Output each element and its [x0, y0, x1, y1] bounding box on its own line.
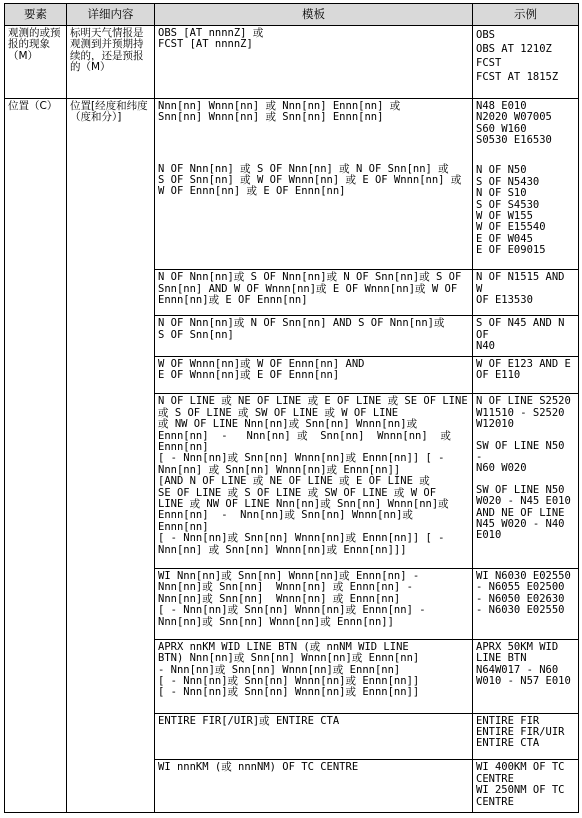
header-template: 模板 — [155, 4, 473, 26]
template-cell: WI Nnn[nn]或 Snn[nn] Wnnn[nn]或 Ennn[nn] - Nnn[nn]或 Snn[nn] Wnnn[nn] 或 Ennn[nn] - Nnn[nn]或 Snn[nn] Wnnn[nn] 或 Ennn[nn] [ - Nnn[nn]或 Snn[nn] Wnnn[nn]或 Ennn[nn] - Nnn[nn]或 Snn[nn] Wnnn[nn]或 Ennn[nn]] — [155, 568, 473, 639]
example-cell: W OF E123 AND E OF E110 — [473, 356, 579, 393]
example-block: N48 E010 N2020 W07005 S60 W160 S0530 E16530 — [476, 99, 552, 146]
example-cell: WI 400KM OF TC CENTRE WI 250NM OF TC CENTRE — [473, 760, 579, 813]
example-block: N OF N50 S OF N5430 N OF S10 S OF S4530 W OF W155 W OF E15540 E OF W045 E OF E09015 — [476, 164, 546, 257]
template-cell: OBS [AT nnnnZ] 或 FCST [AT nnnnZ] — [155, 26, 473, 99]
example-cell: ENTIRE FIR ENTIRE FIR/UIR ENTIRE CTA — [473, 713, 579, 760]
template-block: N OF Nnn[nn] 或 S OF Nnn[nn] 或 N OF Snn[nn] 或 S OF Snn[nn] 或 W OF Wnnn[nn] 或 E OF Wnnn[nn] 或 W OF Ennn[nn] 或 E OF Ennn[nn] — [158, 162, 462, 198]
template-cell: N OF Nnn[nn]或 N OF Snn[nn] AND S OF Nnn[nn]或 S OF Snn[nn] — [155, 316, 473, 357]
template-block: Nnn[nn] Wnnn[nn] 或 Nnn[nn] Ennn[nn] 或 Snn[nn] Wnnn[nn] 或 Snn[nn] Ennn[nn] — [158, 99, 401, 124]
template-cell: ENTIRE FIR[/UIR]或 ENTIRE CTA — [155, 713, 473, 760]
element-cell: 观测的或预报的现象（M） — [5, 26, 67, 99]
example-cell — [473, 394, 579, 569]
element-cell: 位置（C） — [5, 98, 67, 812]
detail-cell: 位置[经度和纬度（度和分）] — [67, 98, 155, 812]
example-block: N OF LINE S2520 W11510 - S2520 W12010 — [476, 395, 571, 431]
template-cell: APRX nnKM WID LINE BTN (或 nnNM WID LINE BTN) Nnn[nn]或 Snn[nn] Wnnn[nn]或 Ennn[nn] - Nnn[nn]或 Snn[nn] Wnnn[nn]或 Ennn[nn] [ - Nnn[nn]或 Snn[nn] Wnnn[nn]或 Ennn[nn]] [ - Nnn[nn]或 Snn[nn] Wnnn[nn]或 Ennn[nn]] — [155, 639, 473, 713]
template-cell — [155, 98, 473, 270]
table-row — [5, 98, 579, 270]
example-block: SW OF LINE N50 - N60 W020 — [476, 439, 565, 475]
header-element: 要素 — [5, 4, 67, 26]
spec-table — [4, 3, 579, 813]
example-block: SW OF LINE N50 W020 - N45 E010 AND NE OF LINE N45 W020 - N40 E010 — [476, 483, 571, 542]
example-cell — [473, 98, 579, 270]
table-row — [5, 26, 579, 99]
example-cell: N OF N1515 AND W OF E13530 — [473, 270, 579, 316]
template-cell: W OF Wnnn[nn]或 W OF Ennn[nn] AND E OF Wnnn[nn]或 E OF Ennn[nn] — [155, 356, 473, 393]
detail-cell: 标明天气情报是观测到并预期持续的，还是预报的（M） — [67, 26, 155, 99]
example-cell: WI N6030 E02550 - N6055 E02500 - N6050 E02630 - N6030 E02550 — [473, 568, 579, 639]
example-cell: APRX 50KM WID LINE BTN N64W017 - N60 W010 - N57 E010 — [473, 639, 579, 713]
template-cell: WI nnnKM (或 nnnNM) OF TC CENTRE — [155, 760, 473, 813]
header-row — [5, 4, 579, 26]
template-cell: N OF Nnn[nn]或 S OF Nnn[nn]或 N OF Snn[nn]或 S OF Snn[nn] AND W OF Wnnn[nn]或 E OF Wnnn[nn]或 W OF Ennn[nn]或 E OF Ennn[nn] — [155, 270, 473, 316]
header-detail: 详细内容 — [67, 4, 155, 26]
template-cell: N OF LINE 或 NE OF LINE 或 E OF LINE 或 SE OF LINE 或 S OF LINE 或 SW OF LINE 或 W OF LINE 或 NW OF LINE Nnn[nn]或 Snn[nn] Wnnn[nn]或 Ennn[nn] - Nnn[nn] 或 Snn[nn] Wnnn[nn] 或 Ennn[nn] [ - Nnn[nn]或 Snn[nn] Wnnn[nn]或 Ennn[nn]] [ - Nnn[nn] 或 Snn[nn] Wnnn[nn]或 Ennn[nn]] [AND N OF LINE 或 NE OF LINE 或 E OF LINE 或 SE OF LINE 或 S OF LINE 或 SW OF LINE 或 W OF LINE 或 NW OF LINE Nnn[nn]或 Snn[nn] Wnnn[nn]或 Ennn[nn] - Nnn[nn]或 Snn[nn] Wnnn[nn]或 Ennn[nn] [ - Nnn[nn]或 Snn[nn] Wnnn[nn]或 Ennn[nn]] [ - Nnn[nn] 或 Snn[nn] Wnnn[nn]或 Ennn[nn]]] — [155, 394, 473, 569]
example-cell: OBS OBS AT 1210Z FCST FCST AT 1815Z — [473, 26, 579, 99]
header-example: 示例 — [473, 4, 579, 26]
example-cell: S OF N45 AND N OF N40 — [473, 316, 579, 357]
